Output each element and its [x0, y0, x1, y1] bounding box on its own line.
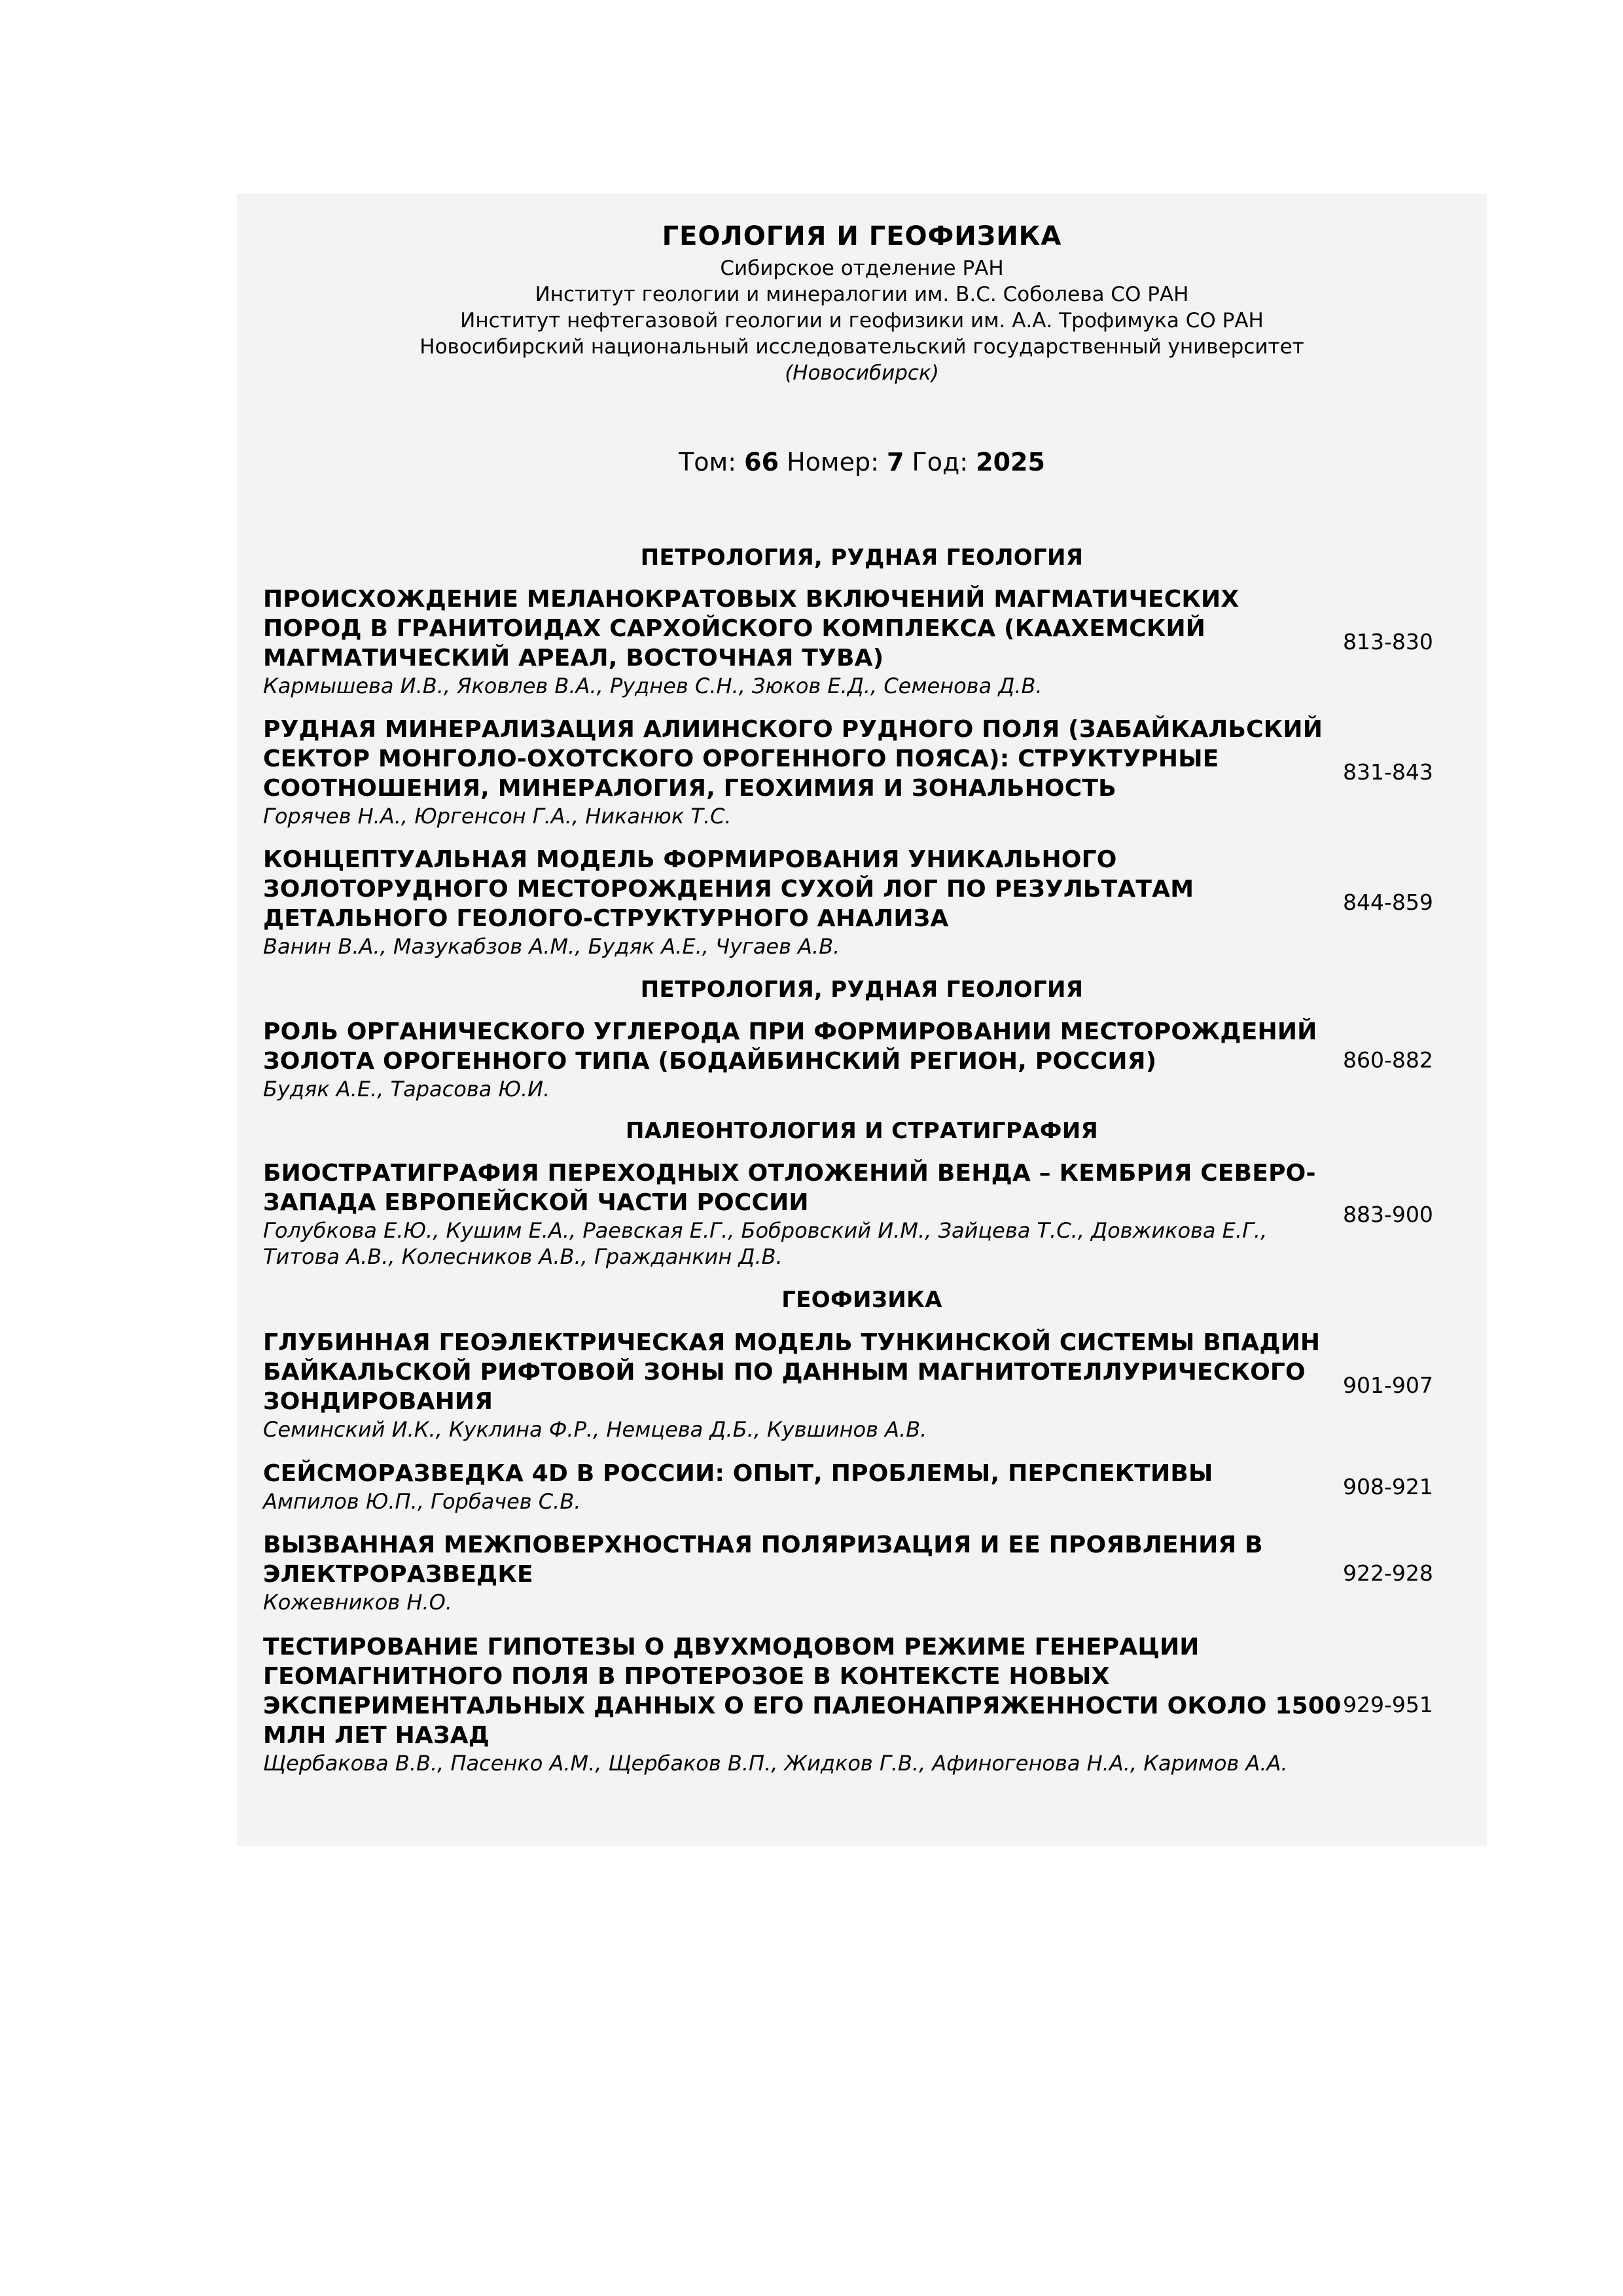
volume-value: 66 [744, 448, 779, 476]
contents-panel [237, 194, 1487, 1846]
article-title[interactable]: БИОСТРАТИГРАФИЯ ПЕРЕХОДНЫХ ОТЛОЖЕНИЙ ВЕНДА – КЕМБРИЯ СЕВЕРО-ЗАПАДА ЕВРОПЕЙСКОЙ ЧАСТИ РОССИИ [263, 1160, 1316, 1216]
article-entry [263, 1530, 1487, 1615]
publisher-line-2: Институт геологии и минералогии им. В.С. Соболева СО РАН [535, 283, 1189, 306]
publisher-line-3: Институт нефтегазовой геологии и геофизики им. А.А. Трофимука СО РАН [460, 309, 1264, 332]
article-authors: Щербакова В.В., Пасенко А.М., Щербаков В.П., Жидков Г.В., Афиногенова Н.А., Каримов А.А. [263, 1751, 1288, 1776]
article-pages: 883-900 [1343, 1201, 1433, 1227]
article-pages: 813-830 [1343, 629, 1433, 655]
section-heading: ГЕОФИЗИКА [781, 1287, 942, 1313]
section-heading: ПЕТРОЛОГИЯ, РУДНАЯ ГЕОЛОГИЯ [640, 545, 1084, 571]
journal-title: ГЕОЛОГИЯ И ГЕОФИЗИКА [662, 221, 1062, 251]
volume-label: Том: [679, 448, 737, 476]
article-pages: 922-928 [1343, 1560, 1433, 1586]
article-authors: Кармышева И.В., Яковлев В.А., Руднев С.Н., Зюков Е.Д., Семенова Д.В. [263, 673, 1043, 698]
article-pages: 908-921 [1343, 1474, 1433, 1499]
article-title[interactable]: ВЫЗВАННАЯ МЕЖПОВЕРХНОСТНАЯ ПОЛЯРИЗАЦИЯ И ЕЕ ПРОЯВЛЕНИЯ В ЭЛЕКТРОРАЗВЕДКЕ [263, 1532, 1263, 1588]
article-authors: Голубкова Е.Ю., Кушим Е.А., Раевская Е.Г., Бобровский И.М., Зайцева Т.С., Довжикова Е.Г., Титова А.В., Колесников А.В., Гражданкин Д.В. [263, 1218, 1268, 1269]
article-authors: Кожевников Н.О. [263, 1590, 452, 1615]
article-entry [263, 1459, 1487, 1515]
article-authors: Ванин В.А., Мазукабзов А.М., Будяк А.Е., Чугаев А.В. [263, 934, 840, 959]
article-authors: Будяк А.Е., Тарасова Ю.И. [263, 1077, 550, 1102]
publisher-line-1: Сибирское отделение РАН [720, 257, 1004, 280]
journal-city: (Новосибирск) [785, 361, 939, 385]
article-authors: Горячев Н.А., Юргенсон Г.А., Никанюк Т.С. [263, 804, 732, 829]
article-pages: 844-859 [1343, 889, 1433, 915]
article-title[interactable]: РУДНАЯ МИНЕРАЛИЗАЦИЯ АЛИИНСКОГО РУДНОГО ПОЛЯ (ЗАБАЙКАЛЬСКИЙ СЕКТОР МОНГОЛО-ОХОТСКОГО ОРОГЕННОГО ПОЯСА): СТРУКТУРНЫЕ СООТНОШЕНИЯ, МИНЕРАЛОГИЯ, ГЕОХИМИЯ И ЗОНАЛЬНОСТЬ [263, 716, 1323, 802]
article-entry [263, 1017, 1487, 1102]
article-entry [263, 584, 1487, 699]
issue-info [237, 448, 1487, 476]
number-value: 7 [887, 448, 904, 476]
article-title[interactable]: ГЛУБИННАЯ ГЕОЭЛЕКТРИЧЕСКАЯ МОДЕЛЬ ТУНКИНСКОЙ СИСТЕМЫ ВПАДИН БАЙКАЛЬСКОЙ РИФТОВОЙ ЗОНЫ ПО ДАННЫМ МАГНИТОТЕЛЛУРИЧЕСКОГО ЗОНДИРОВАНИЯ [263, 1329, 1321, 1415]
article-title[interactable]: КОНЦЕПТУАЛЬНАЯ МОДЕЛЬ ФОРМИРОВАНИЯ УНИКАЛЬНОГО ЗОЛОТОРУДНОГО МЕСТОРОЖДЕНИЯ СУХОЙ ЛОГ ПО РЕЗУЛЬТАТАМ ДЕТАЛЬНОГО ГЕОЛОГО-СТРУКТУРНОГО АНАЛИЗА [263, 846, 1194, 932]
article-title[interactable]: РОЛЬ ОРГАНИЧЕСКОГО УГЛЕРОДА ПРИ ФОРМИРОВАНИИ МЕСТОРОЖДЕНИЙ ЗОЛОТА ОРОГЕННОГО ТИПА (БОДАЙБИНСКИЙ РЕГИОН, РОССИЯ) [263, 1018, 1317, 1075]
article-pages: 929-951 [1343, 1691, 1433, 1717]
article-entry [263, 715, 1487, 829]
article-pages: 860-882 [1343, 1047, 1433, 1073]
article-entry [263, 1328, 1487, 1443]
article-pages: 831-843 [1343, 759, 1433, 785]
article-entry [263, 1158, 1487, 1270]
article-entry [263, 1632, 1487, 1776]
article-pages: 901-907 [1343, 1372, 1433, 1398]
section-heading: ПАЛЕОНТОЛОГИЯ И СТРАТИГРАФИЯ [626, 1118, 1098, 1144]
article-title[interactable]: СЕЙСМОРАЗВЕДКА 4D В РОССИИ: ОПЫТ, ПРОБЛЕМЫ, ПЕРСПЕКТИВЫ [263, 1460, 1213, 1487]
article-authors: Семинский И.К., Куклина Ф.Р., Немцева Д.Б., Кувшинов А.В. [263, 1417, 927, 1442]
number-label: Номер: [787, 448, 879, 476]
article-title[interactable]: ТЕСТИРОВАНИЕ ГИПОТЕЗЫ О ДВУХМОДОВОМ РЕЖИМЕ ГЕНЕРАЦИИ ГЕОМАГНИТНОГО ПОЛЯ В ПРОТЕРОЗОЕ В КОНТЕКСТЕ НОВЫХ ЭКСПЕРИМЕНТАЛЬНЫХ ДАННЫХ О ЕГО ПАЛЕОНАПРЯЖЕННОСТИ ОКОЛО 1500 МЛН ЛЕТ НАЗАД [263, 1634, 1342, 1749]
article-entry [263, 845, 1487, 960]
article-authors: Ампилов Ю.П., Горбачев С.В. [263, 1489, 581, 1514]
year-label: Год: [912, 448, 969, 476]
article-title[interactable]: ПРОИСХОЖДЕНИЕ МЕЛАНОКРАТОВЫХ ВКЛЮЧЕНИЙ МАГМАТИЧЕСКИХ ПОРОД В ГРАНИТОИДАХ САРХОЙСКОГО КОМПЛЕКСА (КААХЕМСКИЙ МАГМАТИЧЕСКИЙ АРЕАЛ, ВОСТОЧНАЯ ТУВА) [263, 586, 1240, 672]
section-heading: ПЕТРОЛОГИЯ, РУДНАЯ ГЕОЛОГИЯ [640, 977, 1084, 1003]
year-value: 2025 [976, 448, 1045, 476]
publisher-line-4: Новосибирский национальный исследовательский государственный университет [419, 335, 1304, 359]
